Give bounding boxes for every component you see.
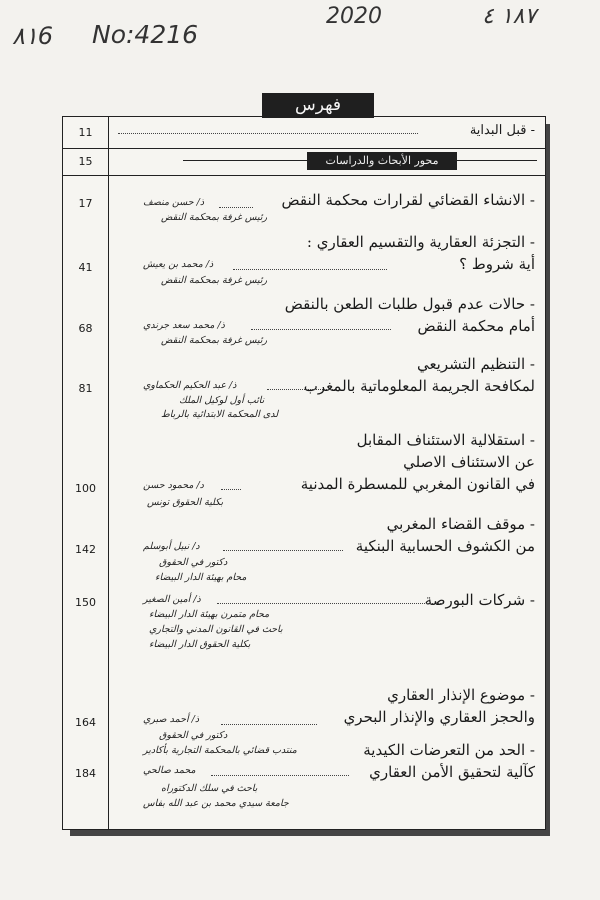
toc-entry <box>425 589 535 611</box>
entry-author: د/ نبيل أبوسلم <box>143 541 200 552</box>
toc-entry <box>363 739 535 783</box>
entry-title-line: عن الاستئناف الاصلي <box>403 453 535 471</box>
page-number: 68 <box>78 322 93 335</box>
entry-title: - الحد من التعرضات الكيدية <box>363 739 535 761</box>
toc-entry <box>285 293 535 337</box>
toc-frame <box>62 116 546 830</box>
entry-author: ذ/ محمد بن يعيش <box>143 259 214 270</box>
handwritten-year: 2020 <box>326 4 382 29</box>
entry-author-role: محام متمرن بهيئة الدار البيضاء <box>149 609 270 620</box>
entry-author: ذ/ أحمد صبري <box>143 714 200 725</box>
entry-author-role: منتدب قضائي بالمحكمة التجارية بأكادير <box>143 745 297 756</box>
entry-author-role: نائب أول لوكيل الملك <box>179 395 265 406</box>
dot-leader <box>221 724 317 725</box>
section-heading: محور الأبحاث والدراسات <box>307 152 457 170</box>
entry-author: محمد صالحي <box>143 765 196 776</box>
entry-author: ذ/ عبد الحكيم الحكماوي <box>143 380 237 391</box>
page-number-intro: 11 <box>78 126 93 139</box>
page-number: 164 <box>75 716 96 729</box>
entry-author-role: لدى المحكمة الابتدائية بالرباط <box>161 409 279 420</box>
entry-title-line: من الكشوف الحسابية البنكية <box>355 537 535 555</box>
dot-leader <box>219 207 253 208</box>
entry-title: - شركات البورصة <box>425 589 535 611</box>
entry-author-role: بكلية الحقوق الدار البيضاء <box>149 639 251 650</box>
handwritten-reference: No:4216 <box>92 20 199 49</box>
page-number: 17 <box>78 197 93 210</box>
entry-title: - حالات عدم قبول طلبات الطعن بالنقض <box>285 293 535 315</box>
entry-author-role: باحث في القانون المدني والتجاري <box>149 624 283 635</box>
toc-entry <box>282 189 535 211</box>
entry-title-line: والحجز العقاري والإنذار البحري <box>343 708 535 726</box>
dot-leader <box>221 489 241 490</box>
dot-leader <box>267 389 337 390</box>
entry-author-role: دكتور في الحقوق <box>159 730 228 741</box>
page-number: 142 <box>75 543 96 556</box>
dot-leader <box>233 269 387 270</box>
row-divider <box>63 148 545 149</box>
row-divider <box>63 175 545 176</box>
entry-title-line: كآلية لتحقيق الأمن العقاري <box>369 763 535 781</box>
entry-author: د/ محمود حسن <box>143 480 204 491</box>
entry-author-role: رئيس غرفة بمحكمة النقض <box>161 275 268 286</box>
dot-leader <box>118 133 418 134</box>
entry-author: ذ/ أمين الصغير <box>143 594 201 605</box>
entry-author-role: باحث في سلك الدكتوراه <box>161 783 258 794</box>
page-number-column <box>63 117 109 829</box>
intro-title: - قبل البداية <box>470 120 535 142</box>
entry-author: ذ/ محمد سعد جرندي <box>143 320 225 331</box>
toc-entry <box>356 513 535 557</box>
page-number: 41 <box>78 261 93 274</box>
toc-entry <box>344 684 535 728</box>
entry-author-role: رئيس غرفة بمحكمة النقض <box>161 212 268 223</box>
handwritten-right-code: ١٨٧ ٤ <box>482 4 537 29</box>
page-number: 184 <box>75 767 96 780</box>
toc-entry <box>304 353 535 397</box>
entry-title: - استقلالية الاستئناف المقابل <box>301 429 535 451</box>
entry-title-line: أمام محكمة النقض <box>417 317 535 335</box>
entry-title: - موقف القضاء المغربي <box>356 513 535 535</box>
entry-title-line: أية شروط ؟ <box>459 255 535 273</box>
entry-author-role: دكتور في الحقوق <box>159 557 228 568</box>
dot-leader <box>223 550 343 551</box>
dot-leader <box>211 775 349 776</box>
entry-author-role: محام بهيئة الدار البيضاء <box>155 572 247 583</box>
entry-author: ذ/ حسن منصف <box>143 197 205 208</box>
page-number: 81 <box>78 382 93 395</box>
dot-leader <box>251 329 391 330</box>
entry-title: - التجزئة العقارية والتقسيم العقاري : <box>307 231 535 253</box>
entry-title: - التنظيم التشريعي <box>304 353 535 375</box>
entry-title-line: لمكافحة الجريمة المعلوماتية بالمغرب <box>303 377 535 395</box>
entry-title-line: في القانون المغربي للمسطرة المدنية <box>300 475 535 493</box>
page-title: فهرس <box>262 93 374 118</box>
page-number-section: 15 <box>78 155 93 168</box>
page-number: 100 <box>75 482 96 495</box>
entry-author-role: جامعة سيدي محمد بن عبد الله بفاس <box>143 798 289 809</box>
entry-author-role: بكلية الحقوق تونس <box>147 497 224 508</box>
dot-leader <box>217 603 443 604</box>
entry-title: - موضوع الإنذار العقاري <box>344 684 535 706</box>
entry-title: - الانشاء القضائي لقرارات محكمة النقض <box>282 189 535 211</box>
entry-author-role: رئيس غرفة بمحكمة النقض <box>161 335 268 346</box>
toc-entry <box>301 429 535 495</box>
page-number: 150 <box>75 596 96 609</box>
handwritten-left-code: ٨١6 <box>12 22 54 50</box>
intro-entry <box>470 120 535 142</box>
